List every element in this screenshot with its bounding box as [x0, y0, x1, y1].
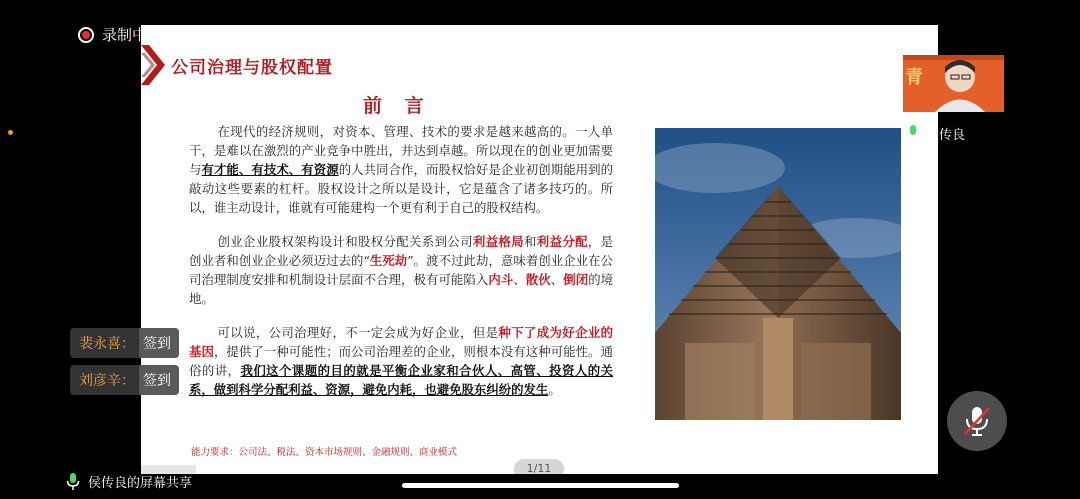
slide-title: 公司治理与股权配置 — [171, 57, 333, 78]
text-run: 的境地。 — [189, 272, 614, 306]
text-run: ”。渡不过此劫，意味着创业企业在公司治理制度安排和机制设计层面不合理，极有可能陷入 — [189, 253, 614, 287]
paragraph-2 — [189, 232, 613, 308]
text-run: ，提供了一种可能性；而公司治理差的企业，则根本没有这种可能性。通俗的讲， — [189, 344, 614, 378]
home-indicator-bar[interactable] — [402, 483, 679, 488]
page-indicator[interactable]: 1/11 — [514, 459, 564, 474]
highlight-text: 种下了成为好企业的基因 — [189, 325, 614, 359]
text-run: 可以说，公司治理好，不一定会成为好企业，但是 — [217, 325, 499, 340]
highlight-text: 利益格局 — [472, 234, 525, 249]
svg-text:青: 青 — [905, 67, 923, 88]
record-icon — [78, 27, 94, 43]
paragraph-3 — [189, 323, 613, 399]
screen-share-label — [66, 472, 192, 491]
slide-header — [141, 45, 333, 85]
participant-name: 侯传良 — [926, 128, 966, 143]
text-run: 在现代的经济规则，对资本、管理、技术的要求是越来越高的。一人单干，是难以在激烈的产业竞争中胜出，并达到卓越。所以现在的创业更加需要与 — [189, 124, 613, 177]
underlined-text: 有才能、有技术、有资源 — [201, 162, 339, 177]
building-photo — [655, 128, 901, 420]
shared-slide — [141, 25, 938, 474]
text-run: 和 — [524, 234, 537, 249]
participant-label — [906, 124, 965, 143]
text-run: 、 — [513, 272, 526, 287]
highlight-text: 散伙 — [525, 272, 551, 287]
chevron-right-icon — [141, 45, 167, 85]
chat-text: 签到 — [139, 365, 179, 395]
text-run: 创业企业股权架构设计和股权分配关系到公司 — [217, 234, 473, 249]
text-run: 的人共同合作，而股权恰好是企业初创期能用到的敲动这些要素的杠杆。股权设计之所以是设计，它是蕴含了诸多技巧的。所以，谁主动设计，谁就有可能建构一个更有利于自己的股权结构。 — [189, 162, 614, 215]
slide-heading: 前 言 — [363, 95, 432, 117]
chat-sender: 刘彦辛： — [79, 373, 135, 389]
ability-requirements: 能力要求：公司法、税法、资本市场规则、金融规则、商业模式 — [191, 447, 458, 458]
text-run: ，是创业者和创业企业必须迈过去的“ — [189, 234, 614, 268]
mute-toggle-button[interactable] — [947, 391, 1007, 451]
mic-icon — [66, 473, 80, 491]
highlight-text: 利益分配 — [536, 234, 588, 249]
screen-share-text: 侯传良的屏幕共享 — [88, 476, 193, 491]
paragraph-1 — [189, 122, 613, 217]
participant-video-thumbnail[interactable] — [903, 55, 1004, 112]
mic-icon — [906, 125, 920, 143]
underlined-text: 我们这个课题的目的就是平衡企业家和合伙人、高管、投资人的关系，做到科学分配利益、资源，避免内耗，也避免股东纠纷的发生 — [189, 363, 614, 397]
status-dot — [8, 130, 13, 135]
highlight-text: 生死劫 — [369, 253, 408, 268]
chat-message — [70, 328, 179, 358]
text-run: 。 — [548, 382, 561, 397]
chat-sender: 裴永喜： — [79, 336, 135, 352]
recording-label: 录制中 — [102, 26, 148, 44]
highlight-text: 内斗 — [488, 272, 514, 287]
chat-text: 签到 — [139, 328, 179, 358]
highlight-text: 倒闭 — [563, 272, 589, 287]
chat-message — [70, 365, 179, 395]
mic-muted-icon — [962, 405, 992, 437]
recording-indicator[interactable] — [78, 24, 147, 45]
text-run: 、 — [550, 272, 564, 287]
slide-body — [189, 122, 613, 414]
